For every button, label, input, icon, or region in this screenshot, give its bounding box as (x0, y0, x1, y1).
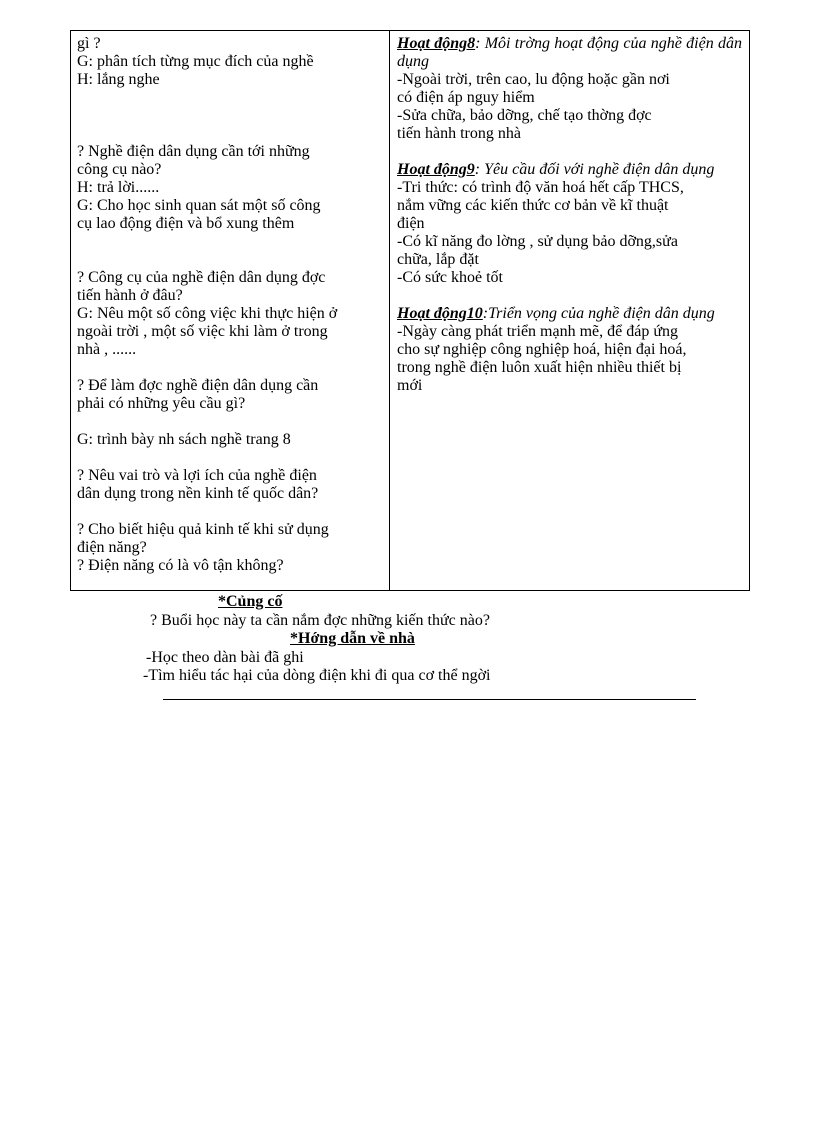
left-line: ? Nêu vai trò và lợi ích của nghề điện (77, 467, 317, 484)
right-line: -Có sức khoẻ tốt (397, 269, 503, 286)
left-line: gì ? (77, 35, 101, 52)
right-line: điện (397, 215, 425, 232)
activity-9-title: : Yêu cầu đối với nghề điện dân dụng (474, 161, 715, 178)
left-line: G: Cho học sinh quan sát một số công (77, 197, 321, 214)
end-divider-line (163, 699, 696, 700)
column-divider (389, 31, 390, 590)
lesson-table (70, 30, 750, 591)
left-line: H: trả lời...... (77, 179, 160, 196)
left-line: tiến hành ở đâu? (77, 287, 183, 304)
right-line: -Sửa chữa, bảo dỡng, chế tạo thờng đợc (397, 107, 652, 124)
teacher-student-activity-column (77, 35, 382, 575)
left-line: dân dụng trong nền kinh tế quốc dân? (77, 485, 319, 502)
activity-8-heading (397, 35, 742, 71)
left-line: G: Nêu một số công việc khi thực hiện ở (77, 305, 338, 322)
right-line: -Có kĩ năng đo lờng , sử dụng bảo dỡng,sửa (397, 233, 678, 250)
right-line: nắm vững các kiến thức cơ bản về kĩ thuật (397, 197, 669, 214)
activity-8-title: : Môi trờng hoạt động của nghề điện dân dụng (397, 35, 742, 70)
activity-10-heading (397, 305, 742, 323)
activity-9-heading (397, 161, 742, 179)
left-line: ? Công cụ của nghề điện dân dụng đợc (77, 269, 326, 286)
spacer (397, 287, 742, 305)
left-line: ? Nghề điện dân dụng cần tới những (77, 143, 310, 160)
right-line: -Tri thức: có trình độ văn hoá hết cấp THCS, (397, 179, 684, 196)
right-line: mới (397, 377, 423, 394)
left-line: ngoài trời , một số việc khi làm ở trong (77, 323, 328, 340)
spacer (77, 449, 382, 467)
activity-10-title: :Triển vọng của nghề điện dân dụng (482, 305, 715, 322)
activity-8-label: Hoạt động8 (397, 35, 476, 52)
left-line: nhà , ...... (77, 341, 137, 358)
homework-heading: *Hớng dẫn về nhà (290, 630, 415, 647)
homework-item-1: -Học theo dàn bài đã ghi (146, 649, 304, 666)
activity-9-label: Hoạt động9 (397, 161, 475, 178)
activity-10-label: Hoạt động10 (397, 305, 483, 322)
review-heading: *Củng cố (218, 593, 283, 610)
spacer (77, 413, 382, 431)
right-line: tiến hành trong nhà (397, 125, 521, 142)
right-line: chữa, lắp đặt (397, 251, 479, 268)
left-line: ? Cho biết hiệu quả kinh tế khi sử dụng (77, 521, 329, 538)
left-line: cụ lao động điện và bổ xung thêm (77, 215, 295, 232)
left-line: G: phân tích từng mục đích của nghề (77, 53, 314, 70)
content-column (397, 35, 742, 395)
spacer (397, 143, 742, 161)
review-question: ? Buổi học này ta cần nắm đợc những kiến thức nào? (150, 612, 490, 629)
right-line: cho sự nghiệp công nghiệp hoá, hiện đại hoá, (397, 341, 687, 358)
right-line: trong nghề điện luôn xuất hiện nhiều thiết bị (397, 359, 682, 376)
homework-item-2: -Tìm hiểu tác hại của dòng điện khi đi qua cơ thể ngời (143, 667, 491, 684)
left-line: ? Điện năng có là vô tận không? (77, 557, 284, 574)
spacer (77, 503, 382, 521)
left-line: phải có những yêu cầu gì? (77, 395, 246, 412)
spacer (77, 359, 382, 377)
right-line: có điện áp nguy hiểm (397, 89, 535, 106)
right-line: -Ngoài trời, trên cao, lu động hoặc gần nơi (397, 71, 670, 88)
spacer (77, 89, 382, 143)
left-line: ? Để làm đợc nghề điện dân dụng cần (77, 377, 319, 394)
right-line: -Ngày càng phát triển mạnh mẽ, để đáp ứng (397, 323, 679, 340)
left-line: G: trình bày nh sách nghề trang 8 (77, 431, 291, 448)
spacer (77, 233, 382, 269)
left-line: H: lắng nghe (77, 71, 160, 88)
left-line: điện năng? (77, 539, 147, 556)
left-line: công cụ nào? (77, 161, 162, 178)
